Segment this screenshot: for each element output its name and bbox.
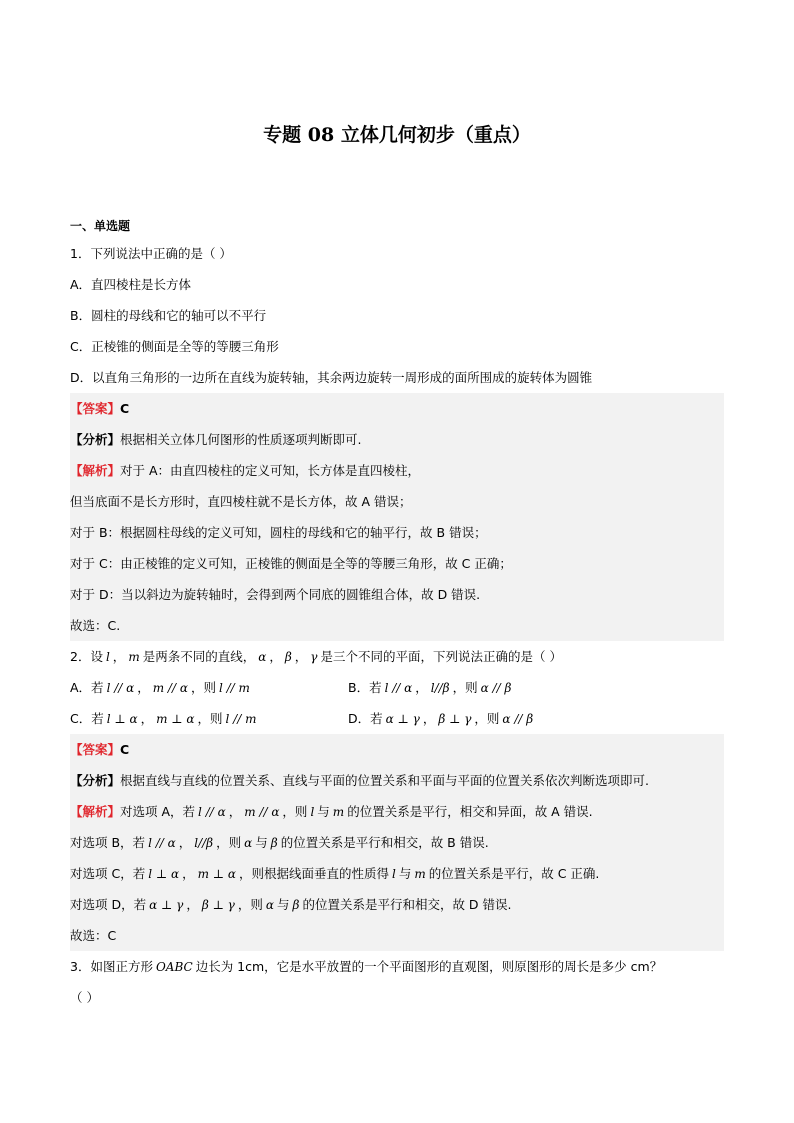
math: β ⊥ γ bbox=[201, 897, 235, 912]
text: ， bbox=[137, 679, 150, 695]
q3-paren: （ ） bbox=[70, 989, 99, 1005]
math: l bbox=[392, 866, 396, 881]
text: ，则根据线面垂直的性质得 bbox=[238, 865, 389, 881]
text: ，则 bbox=[452, 679, 478, 695]
math: γ bbox=[310, 649, 318, 664]
math: m ⊥ α bbox=[197, 866, 236, 881]
text: ， bbox=[140, 710, 154, 726]
q1-option-d: D．以直角三角形的一边所在直线为旋转轴，其余两边旋转一周形成的面所围成的旋转体为圆锥 bbox=[70, 369, 593, 385]
text: ， bbox=[182, 865, 195, 881]
analysis-tag: 【分析】 bbox=[70, 772, 121, 788]
text: 是三个不同的平面，下列说法正确的是（ ） bbox=[320, 648, 562, 664]
document-body bbox=[70, 214, 724, 1013]
text: 的位置关系是平行和相交，故 D 错误. bbox=[302, 896, 512, 912]
section-heading: 一、单选题 bbox=[70, 219, 131, 233]
q2-solution-box bbox=[70, 734, 724, 951]
math: OABC bbox=[155, 959, 193, 974]
q2-option-b bbox=[348, 678, 626, 698]
text: 与 bbox=[317, 803, 330, 819]
math: α // β bbox=[502, 711, 534, 726]
text: 与 bbox=[255, 834, 268, 850]
q2-analysis bbox=[70, 765, 724, 796]
text: 对选项 A，若 bbox=[120, 803, 196, 819]
math: α bbox=[265, 897, 274, 912]
math: l // m bbox=[225, 711, 257, 726]
q2-option-a bbox=[70, 678, 348, 698]
q2-final: 故选：C bbox=[70, 927, 117, 943]
solution-tag: 【解析】 bbox=[70, 462, 121, 478]
text: ，则 bbox=[197, 710, 223, 726]
text: ，则 bbox=[216, 834, 242, 850]
text: D．若 bbox=[348, 710, 383, 726]
q2-option-d bbox=[348, 709, 626, 729]
q2-options-row bbox=[70, 672, 724, 703]
text: 2．设 bbox=[70, 648, 103, 664]
answer-tag: 【答案】 bbox=[70, 741, 121, 757]
text: ，则 bbox=[474, 710, 500, 726]
math: m bbox=[414, 866, 426, 881]
text: C．若 bbox=[70, 710, 104, 726]
math: m // α bbox=[152, 680, 188, 695]
text: 与 bbox=[276, 896, 290, 912]
q1-option-c: C．正棱锥的侧面是全等的等腰三角形 bbox=[70, 338, 279, 354]
q1-solution-box bbox=[70, 393, 724, 641]
analysis-text: 根据相关立体几何图形的性质逐项判断即可. bbox=[120, 431, 362, 447]
text: 的位置关系是平行，故 C 正确. bbox=[428, 865, 600, 881]
q1-solution-line: 对于 C：由正棱锥的定义可知，正棱锥的侧面是全等的等腰三角形，故 C 正确； bbox=[70, 555, 512, 571]
math: β bbox=[284, 649, 292, 664]
text: 对选项 B，若 bbox=[70, 834, 146, 850]
text: 与 bbox=[398, 865, 412, 881]
q1-solution-line: 对于 D：当以斜边为旋转轴时，会得到两个同底的圆锥组合体，故 D 错误. bbox=[70, 586, 481, 602]
q1-option-a: A．直四棱柱是长方体 bbox=[70, 276, 192, 292]
q3-stem bbox=[70, 951, 724, 982]
text: ，则 bbox=[282, 803, 308, 819]
math: l//β bbox=[194, 835, 214, 850]
q2-options-row bbox=[70, 703, 724, 734]
text: 3．如图正方形 bbox=[70, 958, 153, 974]
text: ， bbox=[112, 648, 126, 664]
answer-value: C bbox=[120, 741, 130, 757]
answer-tag: 【答案】 bbox=[70, 400, 121, 416]
answer-value: C bbox=[120, 400, 130, 416]
text: ， bbox=[422, 710, 436, 726]
text: 的位置关系是平行和相交，故 B 错误. bbox=[280, 834, 489, 850]
text: ， bbox=[186, 896, 199, 912]
text: B．若 bbox=[348, 679, 382, 695]
page-title: 专题 08 立体几何初步（重点） bbox=[263, 124, 531, 146]
q2-solution-a bbox=[70, 796, 724, 827]
math: l ⊥ α bbox=[148, 866, 180, 881]
q2-solution-d bbox=[70, 889, 724, 920]
q1-solution-line: 但当底面不是长方形时，直四棱柱就不是长方体，故 A 错误； bbox=[70, 493, 412, 509]
math: l // α bbox=[148, 835, 176, 850]
math: m bbox=[332, 804, 345, 819]
q2-answer bbox=[70, 734, 724, 765]
q2-solution-b bbox=[70, 827, 724, 858]
text: 是两条不同的直线， bbox=[142, 648, 256, 664]
math: l bbox=[310, 804, 315, 819]
q1-answer bbox=[70, 393, 724, 424]
q1-solution-line: 对于 B：根据圆柱母线的定义可知，圆柱的母线和它的轴平行，故 B 错误； bbox=[70, 524, 487, 540]
solution-tag: 【解析】 bbox=[70, 803, 121, 819]
q2-stem bbox=[70, 641, 724, 672]
math: m bbox=[128, 649, 140, 664]
text: ， bbox=[294, 648, 308, 664]
math: l // m bbox=[218, 680, 250, 695]
math: β ⊥ γ bbox=[438, 711, 472, 726]
math: α // β bbox=[480, 680, 512, 695]
text: ，则 bbox=[190, 679, 216, 695]
text: A．若 bbox=[70, 679, 104, 695]
math: m // α bbox=[244, 804, 280, 819]
math: α bbox=[258, 649, 267, 664]
math: l bbox=[105, 649, 110, 664]
analysis-tag: 【分析】 bbox=[70, 431, 121, 447]
text: ， bbox=[415, 679, 428, 695]
math: α ⊥ γ bbox=[149, 897, 184, 912]
math: l ⊥ α bbox=[106, 711, 138, 726]
math: l // α bbox=[198, 804, 226, 819]
q1-stem: 1．下列说法中正确的是（ ） bbox=[70, 245, 232, 261]
text: 边长为 1cm，它是水平放置的一个平面图形的直观图，则原图形的周长是多少 cm？ bbox=[195, 958, 663, 974]
analysis-text: 根据直线与直线的位置关系、直线与平面的位置关系和平面与平面的位置关系依次判断选项即可. bbox=[120, 772, 649, 788]
text: 的位置关系是平行，相交和异面，故 A 错误. bbox=[347, 803, 593, 819]
text: ，则 bbox=[237, 896, 263, 912]
math: α bbox=[244, 835, 253, 850]
math: β bbox=[270, 835, 278, 850]
text: 对选项 D，若 bbox=[70, 896, 147, 912]
q1-analysis bbox=[70, 424, 724, 455]
q1-option-b: B．圆柱的母线和它的轴可以不平行 bbox=[70, 307, 267, 323]
q2-solution-c bbox=[70, 858, 724, 889]
q1-solution-line bbox=[70, 455, 724, 486]
math: α ⊥ γ bbox=[385, 711, 420, 726]
text: 对选项 C，若 bbox=[70, 865, 146, 881]
q1-final: 故选：C. bbox=[70, 617, 121, 633]
text: ， bbox=[178, 834, 192, 850]
math: l // α bbox=[384, 680, 413, 695]
math: m ⊥ α bbox=[156, 711, 195, 726]
text: ， bbox=[269, 648, 282, 664]
math: l//β bbox=[430, 680, 450, 695]
q2-option-c bbox=[70, 709, 348, 729]
text: ， bbox=[228, 803, 242, 819]
math: l // α bbox=[106, 680, 135, 695]
solution-text: 对于 A：由直四棱柱的定义可知，长方体是直四棱柱， bbox=[120, 462, 421, 478]
math: β bbox=[292, 897, 300, 912]
